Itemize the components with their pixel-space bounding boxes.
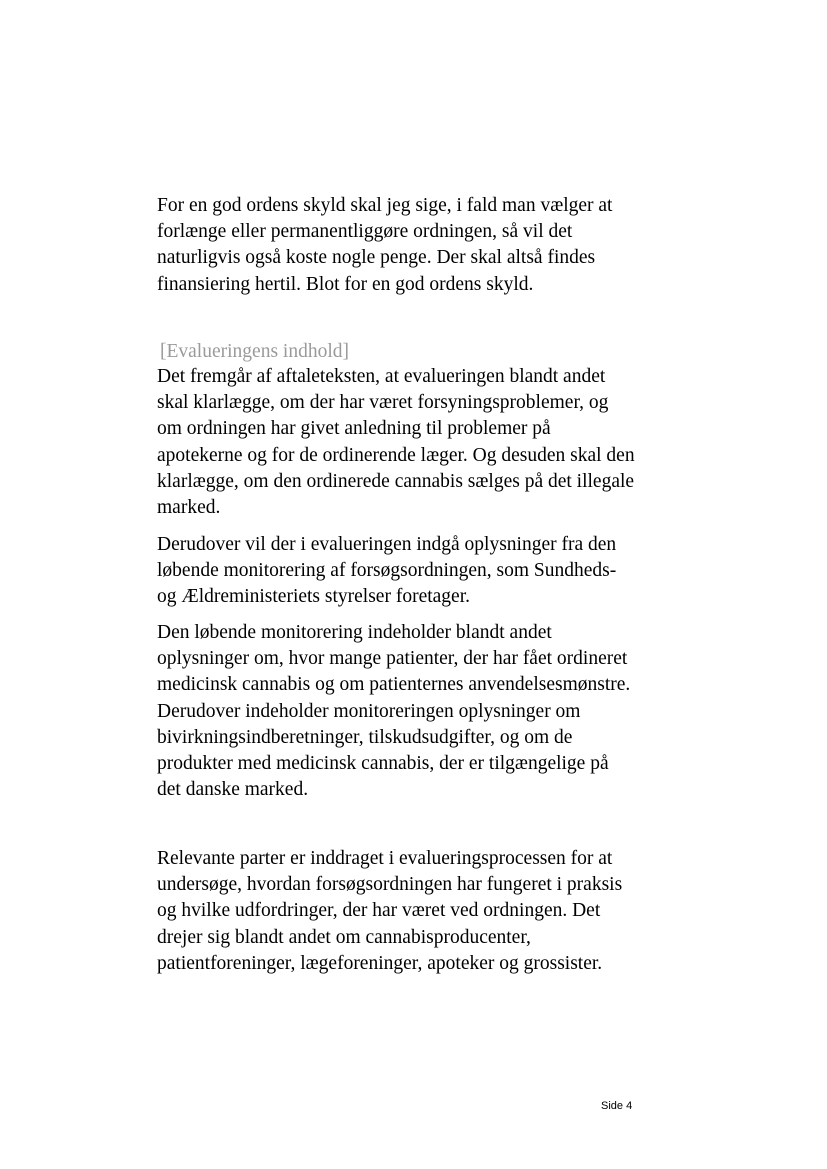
paragraph-monitoring-content	[157, 620, 630, 803]
paragraph-monitoring-intro	[157, 532, 616, 611]
section-heading: [Evalueringens indhold]	[160, 341, 349, 362]
text-line: forlænge eller permanentliggøre ordningen, så vil det	[157, 221, 573, 243]
paragraph-financing	[157, 193, 612, 298]
paragraph-agreement	[157, 364, 635, 521]
text-line: Derudover vil der i evalueringen indgå oplysninger fra den	[157, 534, 617, 555]
text-line: Det fremgår af aftaleteksten, at evalueringen blandt andet	[157, 366, 606, 387]
text-line: medicinsk cannabis og om patienternes anvendelsesmønstre.	[157, 674, 631, 696]
text-line: marked.	[157, 497, 221, 519]
text-line: For en god ordens skyld skal jeg sige, i fald man vælger at	[157, 195, 613, 216]
text-line: Derudover indeholder monitoreringen oplysninger om	[157, 700, 581, 722]
text-line: om ordningen har givet anledning til problemer på	[157, 418, 551, 440]
text-line: finansiering hertil. Blot for en god ordens skyld.	[157, 273, 534, 295]
text-line: naturligvis også koste nogle penge. Der skal altså findes	[157, 247, 596, 269]
text-line: løbende monitorering af forsøgsordningen, som Sundheds-	[157, 560, 617, 582]
text-line: og hvilke udfordringer, der har været ved ordningen. Det	[157, 900, 601, 922]
text-line: skal klarlægge, om der har været forsyningsproblemer, og	[157, 392, 609, 414]
text-line: produkter med medicinsk cannabis, der er tilgængelige på	[157, 753, 609, 775]
text-line: Den løbende monitorering indeholder blandt andet	[157, 622, 552, 643]
text-line: patientforeninger, lægeforeninger, apoteker og grossister.	[157, 952, 603, 974]
text-line: og Ældreministeriets styrelser foretager.	[157, 586, 470, 608]
text-line: klarlægge, om den ordinerede cannabis sælges på det illegale	[157, 470, 635, 492]
text-line: oplysninger om, hvor mange patienter, der har fået ordineret	[157, 648, 628, 670]
text-line: det danske marked.	[157, 779, 309, 801]
text-line: drejer sig blandt andet om cannabisproducenter,	[157, 926, 531, 948]
page-number: Side 4	[601, 1100, 633, 1112]
text-line: bivirkningsindberetninger, tilskudsudgifter, og om de	[157, 726, 573, 748]
text-line: undersøge, hvordan forsøgsordningen har fungeret i praksis	[157, 874, 623, 896]
paragraph-stakeholders	[157, 846, 622, 977]
text-line: apotekerne og for de ordinerende læger. Og desuden skal den	[157, 444, 635, 466]
text-line: Relevante parter er inddraget i evalueringsprocessen for at	[157, 848, 613, 869]
